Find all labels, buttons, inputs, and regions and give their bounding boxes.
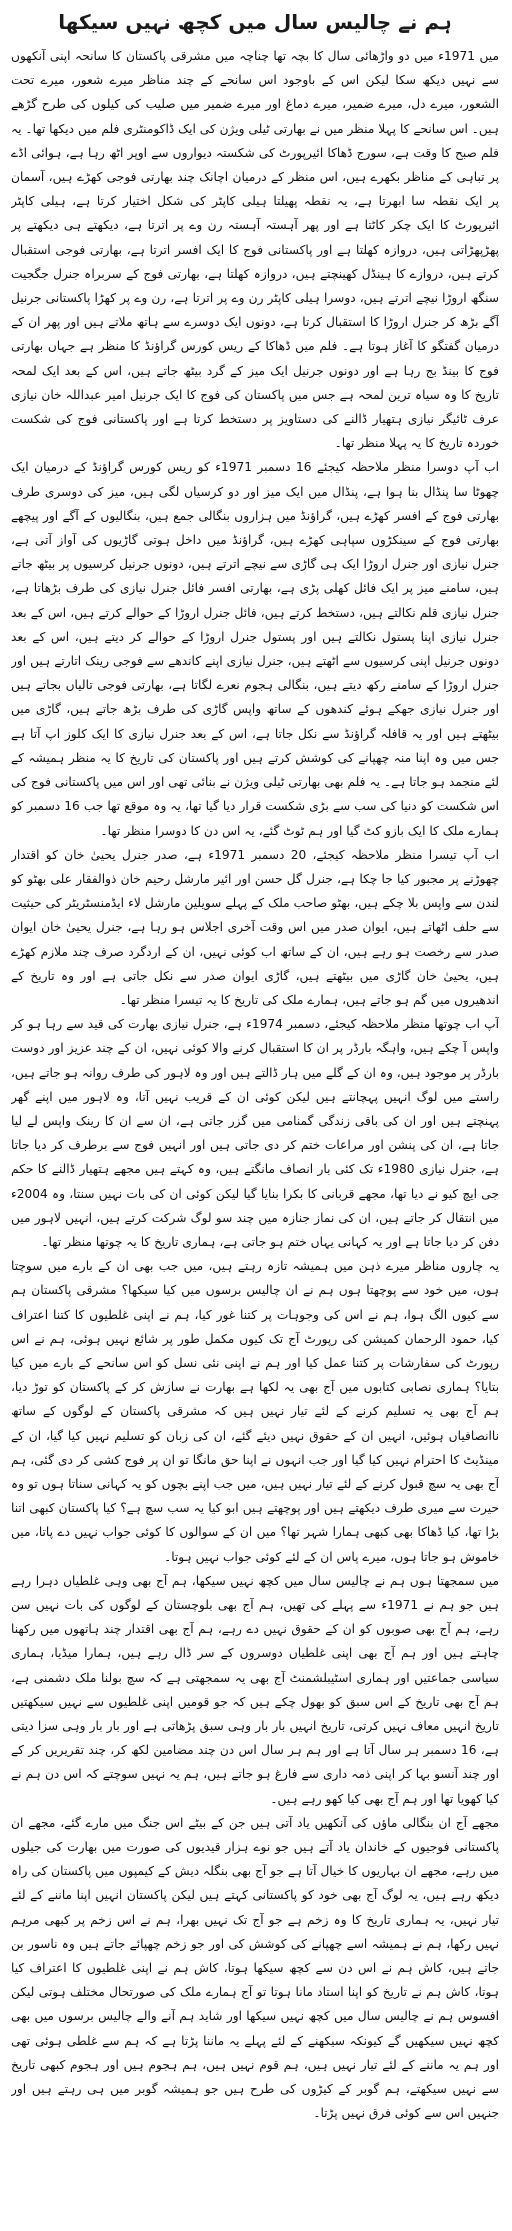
article-paragraph-5: یہ چاروں مناظر میرے ذہن میں ہمیشہ تازہ رہتے ہیں، میں جب بھی ان کے بارے میں سوچتا ہوں، میں خود سے پوچھتا ہوں ہم نے ان چالیس برسوں میں کیا سیکھا؟ مشرقی پاکستان ہم سے کیوں الگ ہوا، ہم نے اس کی وجوہات پر کتنا غور کیا، ہم نے اپنی غلطیوں کا کتنا اعتراف کیا، حمود الرحمان کمیشن کی رپورٹ آج تک کیوں مکمل طور پر شائع نہیں ہوئی، ہم نے اس رپورٹ کی سفارشات پر کتنا عمل کیا اور ہم نے اپنی نئی نسل کو اس سانحے کے بارے میں کیا بتایا؟ ہماری نصابی کتابوں میں آج بھی یہ لکھا ہے بھارت نے سازش کر کے پاکستان کو توڑ دیا، ہم آج بھی یہ تسلیم کرنے کے لئے تیار نہیں ہیں کہ مشرقی پاکستان کے لوگوں کے ساتھ ناانصافیاں ہوئیں، انہیں ان کے حقوق نہیں دیئے گئے، ان کی زبان کو تسلیم نہیں کیا گیا، ان کے مینڈیٹ کا احترام نہیں کیا گیا اور جب انہوں نے اپنا حق مانگا تو ان پر فوج کشی کر دی گئی، ہم آج بھی یہ سچ قبول کرنے کے لئے تیار نہیں ہیں، میں جب اپنے بچوں کو یہ کہانی سناتا ہوں تو وہ حیرت سے میری طرف دیکھتے ہیں اور پوچھتے ہیں ابو کیا یہ سب سچ ہے؟ کیا پاکستان کبھی اتنا بڑا تھا، کیا ڈھاکا بھی کبھی ہمارا شہر تھا؟ میں ان کے سوالوں کا کوئی جواب نہیں دے پاتا، میں خاموش ہو جاتا ہوں، میرے پاس ان کے لئے کوئی جواب نہیں ہوتا۔ bbox=[11, 1259, 499, 1564]
article-paragraph-1: میں 1971ء میں دو واڑھائی سال کا بچہ تھا چناچہ میں مشرقی پاکستان کا سانحہ اپنی آنکھوں سے نہیں دیکھ سکا لیکن اس کے باوجود اس سانحے کے چند مناظر میرے شعور، میرے تحت الشعور، میرے دل، میرے ضمیر، میرے دماغ اور میرے ضمیر میں صلیب کی کیلوں کی طرح گڑھے ہیں۔ اس سانحے کا پہلا منظر میں نے بھارتی ٹیلی ویژن کی ایک ڈاکومنٹری فلم میں دیکھا تھا۔ یہ فلم صبح کا وقت ہے، سورج ڈھاکا ائیرپورٹ کی شکستہ دیواروں سے اوپر اٹھ رہا ہے، ہوائی اڈے پر تباہی کے مناظر بکھرے ہیں، اس منظر کے درمیان اچانک چند بھارتی فوجی کھڑے ہیں، آسمان پر ایک نقطہ سا ابھرتا ہے، یہ نقطہ پھیلتا ہیلی کاپٹر کی شکل اختیار کرتا ہے، ہیلی کاپٹر ائیرپورٹ کا ایک چکر کاٹتا ہے اور پھر آہستہ آہستہ رن وے پر اترتا ہے، دیکھتے ہی دیکھتے پر پھڑپھڑاتی ہیں، دروازہ کھلتا ہے اور پاکستانی فوج کا ایک افسر اترتا ہے، بھارتی فوجی استقبال کرتے ہیں، دروازے کا ہینڈل کھینچتے ہیں، دروازہ کھلتا ہے، بھارتی فوج کے سربراہ جنرل جگجیت سنگھ اروڑا نیچے اترتے ہیں، دوسرا ہیلی کاپٹر رن وے پر اترتا ہے، رن وے پر کھڑا پاکستانی جرنیل آگے بڑھ کر جنرل اروڑا کا استقبال کرتا ہے، دونوں ایک دوسرے سے ہاتھ ملاتے ہیں اور پھر ان کے درمیان گفتگو کا آغاز ہوتا ہے۔ فلم میں ڈھاکا کے ریس کورس گراؤنڈ کا منظر ہے جہاں بھارتی فوج کا بینڈ بج رہا ہے اور دونوں جرنیل ایک میز کے گرد بیٹھ جاتے ہیں، اس کے بعد ایک لمحہ تاریخ کا وہ سیاہ ترین لمحہ ہے جس میں پاکستان کی فوج کا ایک جرنیل امیر عبداللہ خان نیازی عرف ٹائیگر نیازی ہتھیار ڈالنے کی دستاویز پر دستخط کرتا ہے اور پاکستانی فوج کی شکست خوردہ تاریخ کا یہ پہلا منظر تھا۔ bbox=[11, 49, 499, 451]
article-title: ہم نے چالیس سال میں کچھ نہیں سیکھا bbox=[58, 10, 452, 34]
article-paragraph-4: آپ اب چوتھا منظر ملاحظہ کیجئے، دسمبر 1974ء ہے، جنرل نیازی بھارت کی قید سے رہا ہو کر واپس آ چکے ہیں، واہگہ بارڈر پر ان کا استقبال کرنے والا کوئی نہیں، ان کے چند عزیز اور دوست بارڈر پر موجود ہیں، وہ ان کے گلے میں ہار ڈالتے ہیں اور وہ لاہور کی طرف روانہ ہو جاتے ہیں، راستے میں لوگ انہیں پہچانتے ہیں لیکن کوئی ان کے قریب نہیں آتا، وہ لاہور میں اپنے گھر پہنچتے ہیں اور ان کی باقی زندگی گمنامی میں گزر جاتی ہے، ان سے ان کا رینک واپس لے لیا جاتا ہے، ان کی پنشن اور مراعات ختم کر دی جاتی ہیں اور انہیں فوج سے برطرف کر دیا جاتا ہے، جنرل نیازی 1980ء تک کئی بار انصاف مانگتے ہیں، وہ کہتے ہیں مجھے ہتھیار ڈالنے کا حکم جی ایچ کیو نے دیا تھا، مجھے قربانی کا بکرا بنایا گیا لیکن کوئی ان کی بات نہیں سنتا، وہ 2004ء میں انتقال کر جاتے ہیں، ان کی نماز جنازہ میں چند سو لوگ شرکت کرتے ہیں، انہیں لاہور میں دفن کر دیا جاتا ہے اور یہ کہانی یہاں ختم ہو جاتی ہے، ہماری تاریخ کا یہ چوتھا منظر تھا۔ bbox=[11, 1017, 499, 1249]
article-paragraph-3: اب آپ تیسرا منظر ملاحظہ کیجئے، 20 دسمبر 1971ء ہے، صدر جنرل یحییٰ خان کو اقتدار چھوڑنے پر مجبور کیا جا چکا ہے، جنرل گل حسن اور ائیر مارشل رحیم خان ذوالفقار علی بھٹو کو لندن سے واپس بلا چکے ہیں، بھٹو صاحب ملک کے پہلے سویلین مارشل لاء ایڈمنسٹریٹر کی حیثیت سے حلف اٹھاتے ہیں، ایوان صدر میں اس وقت آخری اجلاس ہو رہا ہے، جنرل یحییٰ خان ایوان صدر سے رخصت ہو رہے ہیں، ان کے ساتھ اب کوئی نہیں، ان کے اردگرد صرف چند ملازم کھڑے ہیں، یحییٰ خان گاڑی میں بیٹھتے ہیں، گاڑی ایوان صدر سے نکل جاتی ہے اور وہ تاریخ کے اندھیروں میں گم ہو جاتے ہیں، ہمارے ملک کی تاریخ کا یہ تیسرا منظر تھا۔ bbox=[11, 847, 499, 1007]
article-body bbox=[11, 44, 499, 2222]
article-paragraph-7: مجھے آج ان بنگالی ماؤں کی آنکھیں یاد آتی ہیں جن کے بیٹے اس جنگ میں مارے گئے، مجھے ان پاکستانی فوجیوں کے خاندان یاد آتے ہیں جو نوے ہزار قیدیوں کی صورت میں بھارت کی جیلوں میں رہے، مجھے ان بہاریوں کا خیال آتا ہے جو آج بھی بنگلہ دیش کے کیمپوں میں پاکستان کی راہ دیکھ رہے ہیں، یہ لوگ آج بھی خود کو پاکستانی کہتے ہیں لیکن پاکستان انہیں اپنا ماننے کے لئے تیار نہیں، یہ ہماری تاریخ کا وہ زخم ہے جو آج تک نہیں بھرا، ہم نے اس زخم پر کبھی مرہم نہیں رکھا، ہم نے ہمیشہ اسے چھپانے کی کوشش کی اور جو زخم چھپائے جاتے ہیں وہ ناسور بن جاتے ہیں، کاش ہم نے اس دن سے کچھ سیکھا ہوتا، کاش ہم نے اپنی غلطیوں کا اعتراف کیا ہوتا، کاش ہم نے تاریخ کو اپنا استاد مانا ہوتا تو آج ہمارے ملک کی صورتحال مختلف ہوتی لیکن افسوس ہم نے چالیس سال میں کچھ نہیں سیکھا اور شاید ہم آنے والے چالیس برسوں میں بھی کچھ نہیں سیکھیں گے کیونکہ سیکھنے کے لئے پہلے یہ ماننا پڑتا ہے کہ ہم سے غلطی ہوئی تھی اور ہم یہ ماننے کے لئے تیار نہیں ہیں، ہم قوم نہیں ہیں، ہم ہجوم ہیں اور ہجوم کبھی تاریخ سے نہیں سیکھتے، ہم گوبر کے کیڑوں کی طرح ہیں جو ہمیشہ گوبر میں ہی رہتے ہیں اور جنہیں اس سے کوئی فرق نہیں پڑتا۔ bbox=[11, 1815, 499, 2121]
article-paragraph-2: اب آپ دوسرا منظر ملاحظہ کیجئے 16 دسمبر 1971ء کو ریس کورس گراؤنڈ کے درمیان ایک چھوٹا سا پنڈال بنا ہوا ہے، پنڈال میں ایک میز اور دو کرسیاں لگی ہیں، میز کی دوسری طرف بھارتی فوج کے افسر کھڑے ہیں، گراؤنڈ میں ہزاروں بنگالی جمع ہیں، بنگالیوں کے آگے اور پیچھے بھارتی فوج کے سینکڑوں سپاہی کھڑے ہیں، گراؤنڈ میں داخل ہوتی گاڑیوں کی آواز آتی ہے، جنرل نیازی اور جنرل اروڑا ایک ہی گاڑی سے نیچے اترتے ہیں، دونوں جرنیل کرسیوں پر بیٹھ جاتے ہیں، سامنے میز پر ایک فائل کھلی پڑی ہے، بھارتی افسر فائل جنرل نیازی کی طرف بڑھاتا ہے، جنرل نیازی قلم نکالتے ہیں، دستخط کرتے ہیں، فائل جنرل اروڑا کے حوالے کرتے ہیں، اس کے بعد جنرل نیازی اپنا پستول نکالتے ہیں اور پستول جنرل اروڑا کے حوالے کر دیتے ہیں، اس کے بعد دونوں جرنیل اپنی کرسیوں سے اٹھتے ہیں، جنرل نیازی اپنے کاندھے سے فوجی رینک اتارتے ہیں اور جنرل اروڑا کے سامنے رکھ دیتے ہیں، بنگالی ہجوم نعرے لگاتا ہے، بھارتی فوجی تالیاں بجاتے ہیں اور جنرل نیازی جھکے ہوئے کندھوں کے ساتھ واپس گاڑی کی طرف بڑھ جاتے ہیں، گاڑی میں بیٹھتے ہیں اور یہ قافلہ گراؤنڈ سے نکل جاتا ہے، اس کے بعد جنرل نیازی کا ایک کلوز اپ آتا ہے جس میں وہ اپنا منہ چھپانے کی کوشش کرتے ہیں اور پاکستان کی تاریخ کا یہ منظر ہمیشہ کے لئے منجمد ہو جاتا ہے۔ یہ فلم بھی بھارتی ٹیلی ویژن نے بنائی تھی اور اس میں پاکستانی فوج کی اس شکست کو دنیا کی سب سے بڑی شکست قرار دیا گیا تھا، یہ وہ موقع تھا جب 16 دسمبر کو ہمارے ملک کا ایک بازو کٹ گیا اور ہم ٹوٹ گئے، یہ اس دن کا دوسرا منظر تھا۔ bbox=[11, 460, 499, 838]
article-paragraph-6: میں سمجھتا ہوں ہم نے چالیس سال میں کچھ نہیں سیکھا، ہم آج بھی وہی غلطیاں دہرا رہے ہیں جو ہم نے 1971ء سے پہلے کی تھیں، ہم آج بھی بلوچستان کے لوگوں کی بات نہیں سن رہے، ہم آج بھی صوبوں کو ان کے حقوق نہیں دے رہے، ہم آج بھی اقتدار چند ہاتھوں میں رکھنا چاہتے ہیں اور ہم آج بھی اپنی غلطیاں دوسروں کے سر ڈال رہے ہیں، ہمارا میڈیا، ہماری سیاسی جماعتیں اور ہماری اسٹیبلشمنٹ آج بھی یہ سمجھتی ہے کہ سچ بولنا ملک دشمنی ہے، ہم آج بھی تاریخ کے اس سبق کو بھول چکے ہیں کہ جو قومیں اپنی غلطیوں سے نہیں سیکھتیں تاریخ انہیں معاف نہیں کرتی، تاریخ انہیں بار بار وہی سبق پڑھاتی ہے اور بار بار وہی سزا دیتی ہے، 16 دسمبر ہر سال آتا ہے اور ہم ہر سال اس دن چند مضامین لکھ کر، چند تقریریں کر کے اور چند آنسو بہا کر اپنی ذمہ داری سے فارغ ہو جاتے ہیں، ہم یہ نہیں سوچتے کہ اس دن ہم نے کیا کھویا تھا اور ہم آج بھی کیا کھو رہے ہیں۔ bbox=[11, 1573, 499, 1806]
